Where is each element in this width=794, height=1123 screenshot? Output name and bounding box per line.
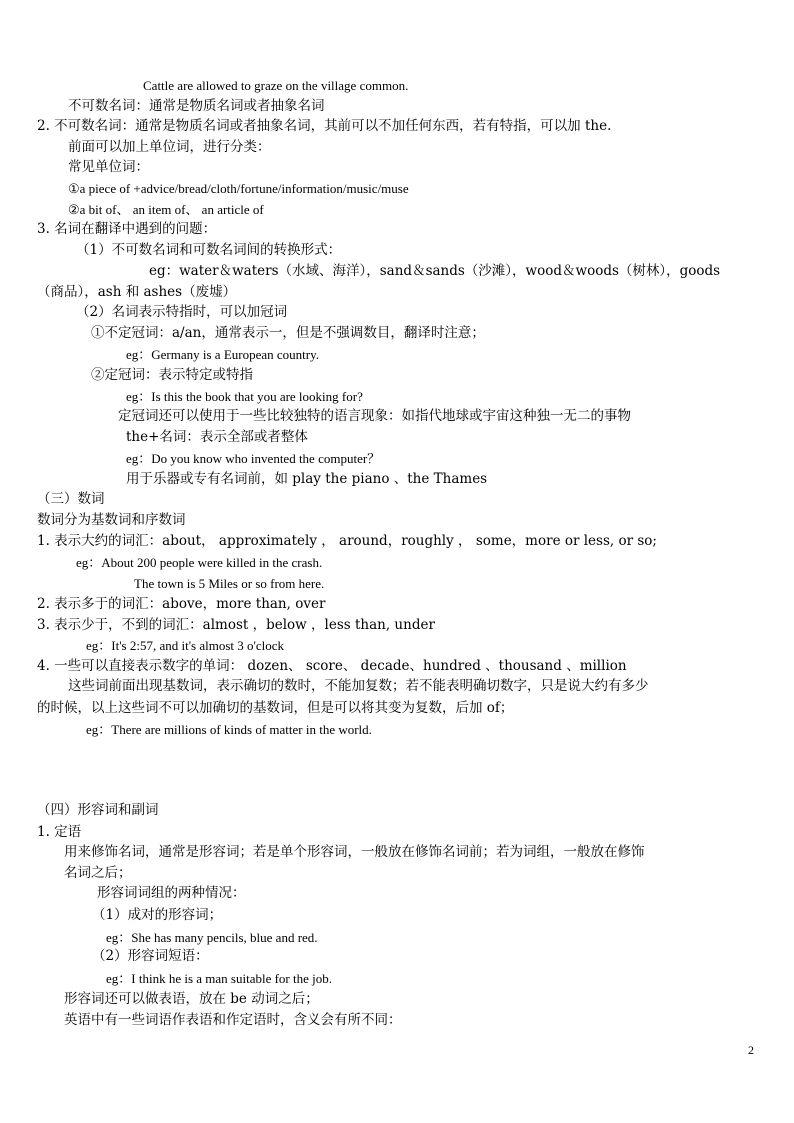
text-line: 名词之后； <box>64 865 132 881</box>
text-line: eg：Do you know who invented the computer？ <box>126 451 381 466</box>
text-line: ①a piece of +advice/bread/cloth/fortune/information/music/muse <box>68 181 409 196</box>
text-line: 前面可以加上单位词，进行分类： <box>68 139 271 155</box>
text-line: 3. 表示少于，不到的词汇：almost ，below ，less than, under <box>37 617 435 633</box>
text-line: the+名词：表示全部或者整体 <box>126 429 308 445</box>
text-line: ②a bit of、 an item of、 an article of <box>68 202 264 217</box>
text-line: 形容词词组的两种情况： <box>97 885 246 901</box>
text-line: Cattle are allowed to graze on the village common. <box>143 78 409 93</box>
text-line: （1）成对的形容词； <box>92 907 223 923</box>
text-line: eg：Is this the book that you are looking for? <box>126 389 363 404</box>
text-line: 用来修饰名词，通常是形容词；若是单个形容词，一般放在修饰名词前；若为词组，一般放在修饰 <box>64 844 645 860</box>
text-line: （2）名词表示特指时，可以加冠词 <box>76 304 288 320</box>
text-line: eg：She has many pencils, blue and red. <box>106 930 318 945</box>
text-line: 2. 表示多于的词汇：above，more than, over <box>37 596 326 612</box>
text-line: 数词分为基数词和序数词 <box>37 512 186 528</box>
text-line: 不可数名词：通常是物质名词或者抽象名词 <box>68 98 325 114</box>
text-line: 4. 一些可以直接表示数字的单词： dozen、 score、 decade、hundred 、thousand 、million <box>37 658 627 674</box>
text-line: 1. 表示大约的词汇：about， approximately ， around，roughly ， some，more or less, or so; <box>37 533 657 549</box>
text-line: eg：About 200 people were killed in the crash. <box>76 555 323 570</box>
text-line: eg：There are millions of kinds of matter in the world. <box>86 722 372 737</box>
text-line: 3. 名词在翻译中遇到的问题： <box>37 221 217 237</box>
text-line: 用于乐器或专有名词前，如 play the piano 、the Thames <box>126 471 488 487</box>
text-line: ②定冠词：表示特定或特指 <box>91 367 253 383</box>
text-line: （商品），ash 和 ashes（废墟） <box>37 284 237 300</box>
text-line: 定冠词还可以使用于一些比较独特的语言现象：如指代地球或宇宙这种独一无二的事物 <box>118 408 631 424</box>
text-line: 这些词前面出现基数词，表示确切的数时，不能加复数；若不能表明确切数字，只是说大约有多少 <box>68 678 649 694</box>
page-number: 2 <box>748 1043 754 1057</box>
text-line: 1. 定语 <box>37 824 82 840</box>
section-heading: （四）形容词和副词 <box>37 802 159 818</box>
text-line: （2）形容词短语： <box>92 948 209 964</box>
text-line: （1）不可数名词和可数名词间的转换形式： <box>76 242 342 258</box>
text-line: 常见单位词： <box>68 159 149 175</box>
text-line: eg：It's 2:57, and it's almost 3 o'clock <box>86 638 285 653</box>
text-line: eg：Germany is a European country. <box>126 347 320 362</box>
text-line: ①不定冠词：a/an，通常表示一，但是不强调数目，翻译时注意； <box>91 325 485 341</box>
text-line: eg：water＆waters（水域、海洋），sand＆sands（沙滩），wood＆woods（树林），goods <box>149 263 721 279</box>
text-line: eg：I think he is a man suitable for the job. <box>106 971 333 986</box>
text-line: The town is 5 Miles or so from here. <box>134 576 325 591</box>
text-line: 的时候，以上这些词不可以加确切的基数词，但是可以将其变为复数，后加 of； <box>37 700 514 716</box>
section-heading: （三）数词 <box>37 491 105 507</box>
text-line: 形容词还可以做表语，放在 be 动词之后； <box>64 991 319 1007</box>
text-line: 2. 不可数名词：通常是物质名词或者抽象名词，其前可以不加任何东西，若有特指，可以加 the. <box>37 118 612 134</box>
text-line: 英语中有一些词语作表语和作定语时，含义会有所不同： <box>64 1012 402 1028</box>
